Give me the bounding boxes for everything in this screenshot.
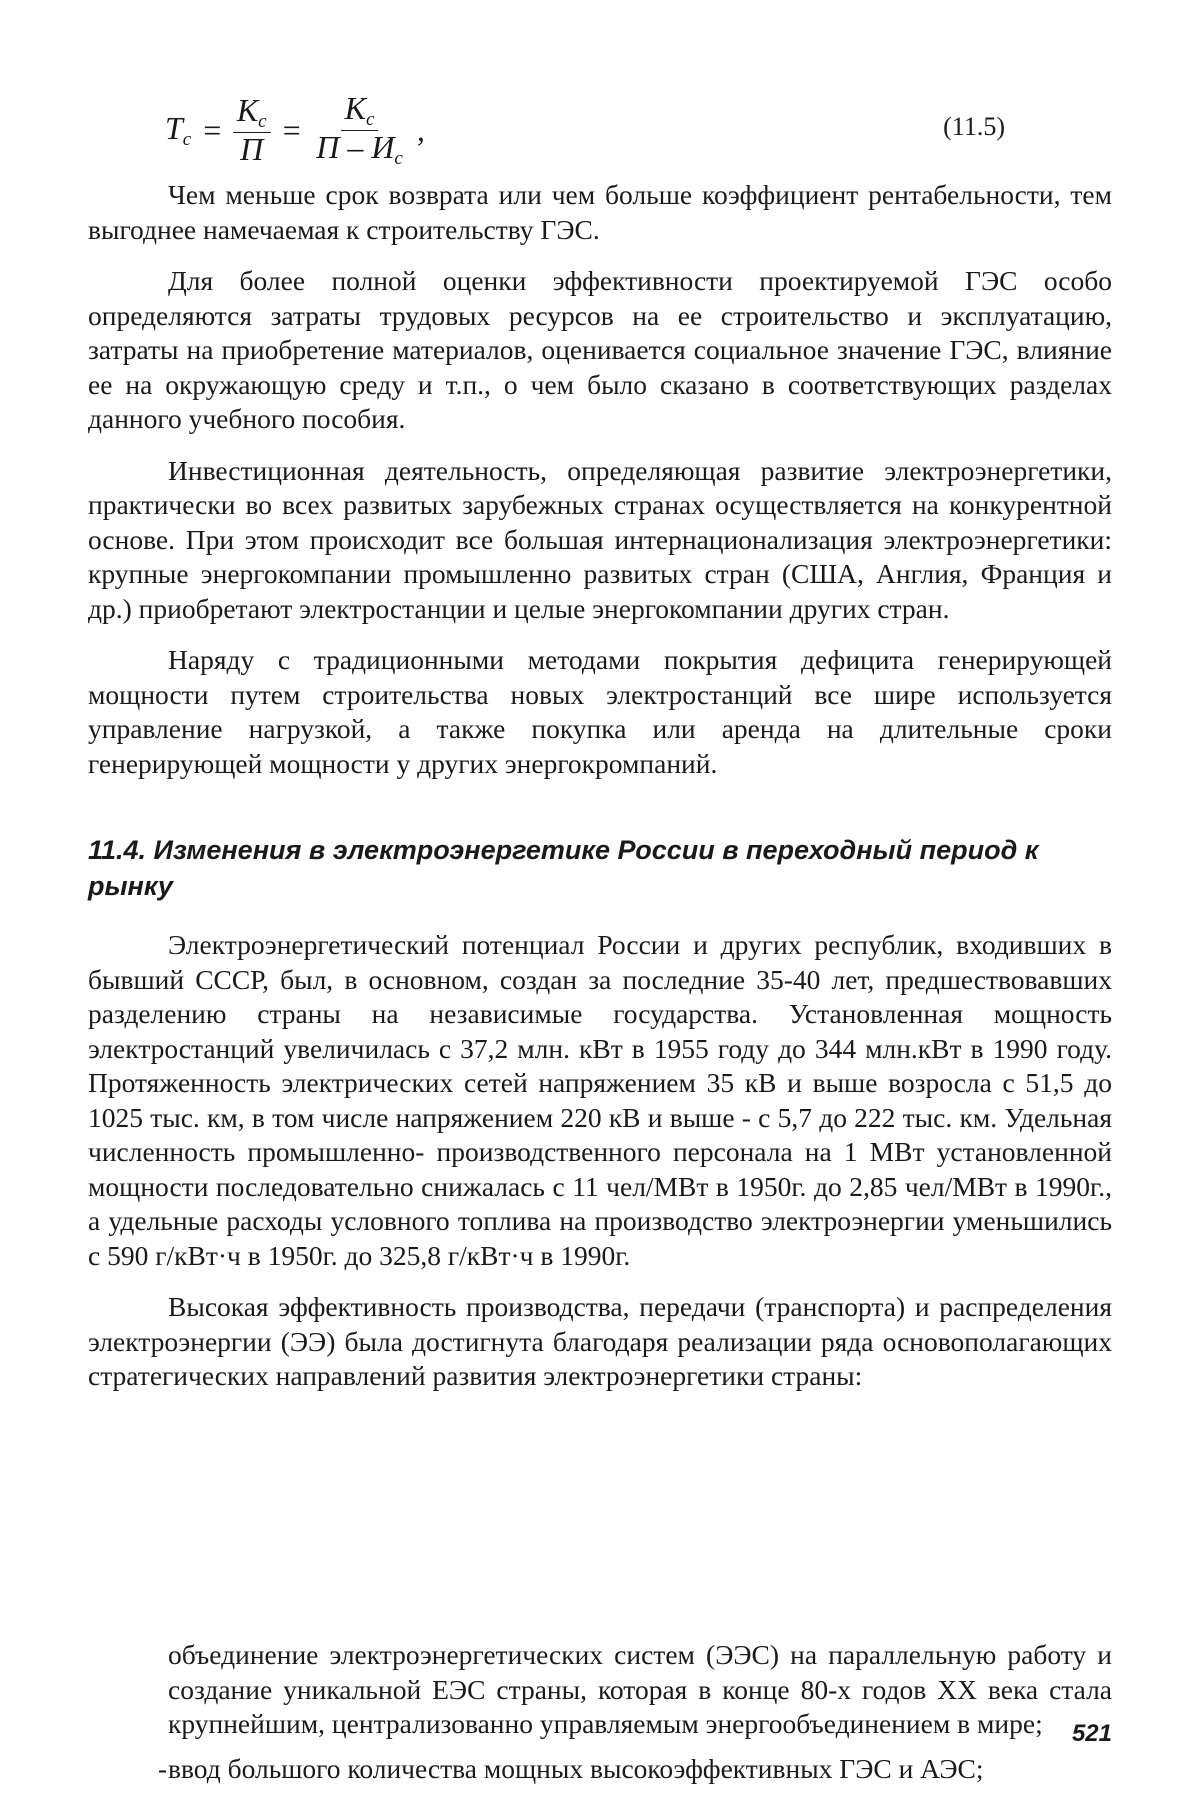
paragraph: Для более полной оценки эффективности проектируемой ГЭС особо определяются затраты трудовых ресурсов на ее строительство и эксплуатацию, затраты на приобретение материалов, оценивается социальное значение ГЭС, влияние ее на окружающую среду и т.п., о чем было сказано в соответствующих разделах данного учебного пособия. xyxy=(88,265,1112,434)
paragraph: Электроэнергетический потенциал России и других республик, входивших в бывший СССР, был, в основном, создан за последние 35-40 лет, предшествовавших разделению страны на независимые государства. Установленная мощность электростанций увеличилась с 37,2 млн. кВт в 1955 году до 344 млн.кВт в 1990 году. Протяженность электрических сетей напряжением 35 кВ и выше возросла с 51,5 до 1025 тыс. км, в том числе напряжением 220 кВ и выше - с 5,7 до 222 тыс. км. Удельная численность промышленно- производственного персонала на 1 МВт установленной мощности последовательно снижалась с 11 чел/МВт в 1950г. до 2,85 чел/МВт в 1990г., а удельные расходы условного топлива на производство электроэнергии уменьшились с 590 г/кВт·ч в 1950г. до 325,8 г/кВт·ч в 1990г. xyxy=(88,929,1112,1271)
page-number: 521 xyxy=(1071,1720,1112,1747)
text-block-bottom xyxy=(88,928,1112,1411)
equation-number: (11.5) xyxy=(943,112,1005,141)
text-block-top xyxy=(88,178,1112,798)
formula-fraction-1: $\frac{K_c}{П}$ xyxy=(233,94,271,167)
formula-lhs: $T_c$ xyxy=(165,109,192,150)
list-item: - ввод большого количества мощных высокоэффективных ГЭС и АЭС; xyxy=(158,1752,984,1784)
paragraph: Чем меньше срок возврата или чем больше коэффициент рентабельности, тем выгоднее намечаемая к строительству ГЭС. xyxy=(88,179,1112,245)
formula-11-5: $T_c$ = $\frac{K_c}{П}$ = $\frac{K_c}{П - И_c}$ , xyxy=(165,90,425,169)
paragraph: Наряду с традиционными методами покрытия дефицита генерирующей мощности путем строительства новых электростанций все шире используется управление нагрузкой, а также покупка или аренда на длительные сроки генерирующей мощности у других энергокромпаний. xyxy=(88,644,1112,779)
paragraph: Инвестиционная деятельность, определяющая развитие электроэнергетики, практически во всех развитых зарубежных странах осуществляется на конкурентной основе. При этом происходит все большая интернационализация электроэнергетики: крупные энергокомпании промышленно развитых стран (США, Англия, Франция и др.) приобретают электростанции и целые энергокомпании других стран. xyxy=(88,454,1112,624)
bullet-list xyxy=(88,1638,1112,1796)
section-heading: 11.4. Изменения в электроэнергетике России в переходный период к рынку xyxy=(88,835,1039,901)
formula-fraction-2: $\frac{K_c}{П - И_c}$ xyxy=(316,90,403,169)
paragraph: Высокая эффективность производства, передачи (транспорта) и распределения электроэнергии (ЭЭ) была достигнута благодаря реализации ряда основополагающих стратегических направлений развития электроэнергетики страны: xyxy=(88,1291,1112,1391)
list-item: объединение электроэнергетических систем (ЭЭС) на параллельную работу и создание уникальной ЕЭС страны, которая в конце 80-х годов XX века стала крупнейшим, централизованно управляемым энергообъединением в мире; xyxy=(168,1639,1112,1739)
